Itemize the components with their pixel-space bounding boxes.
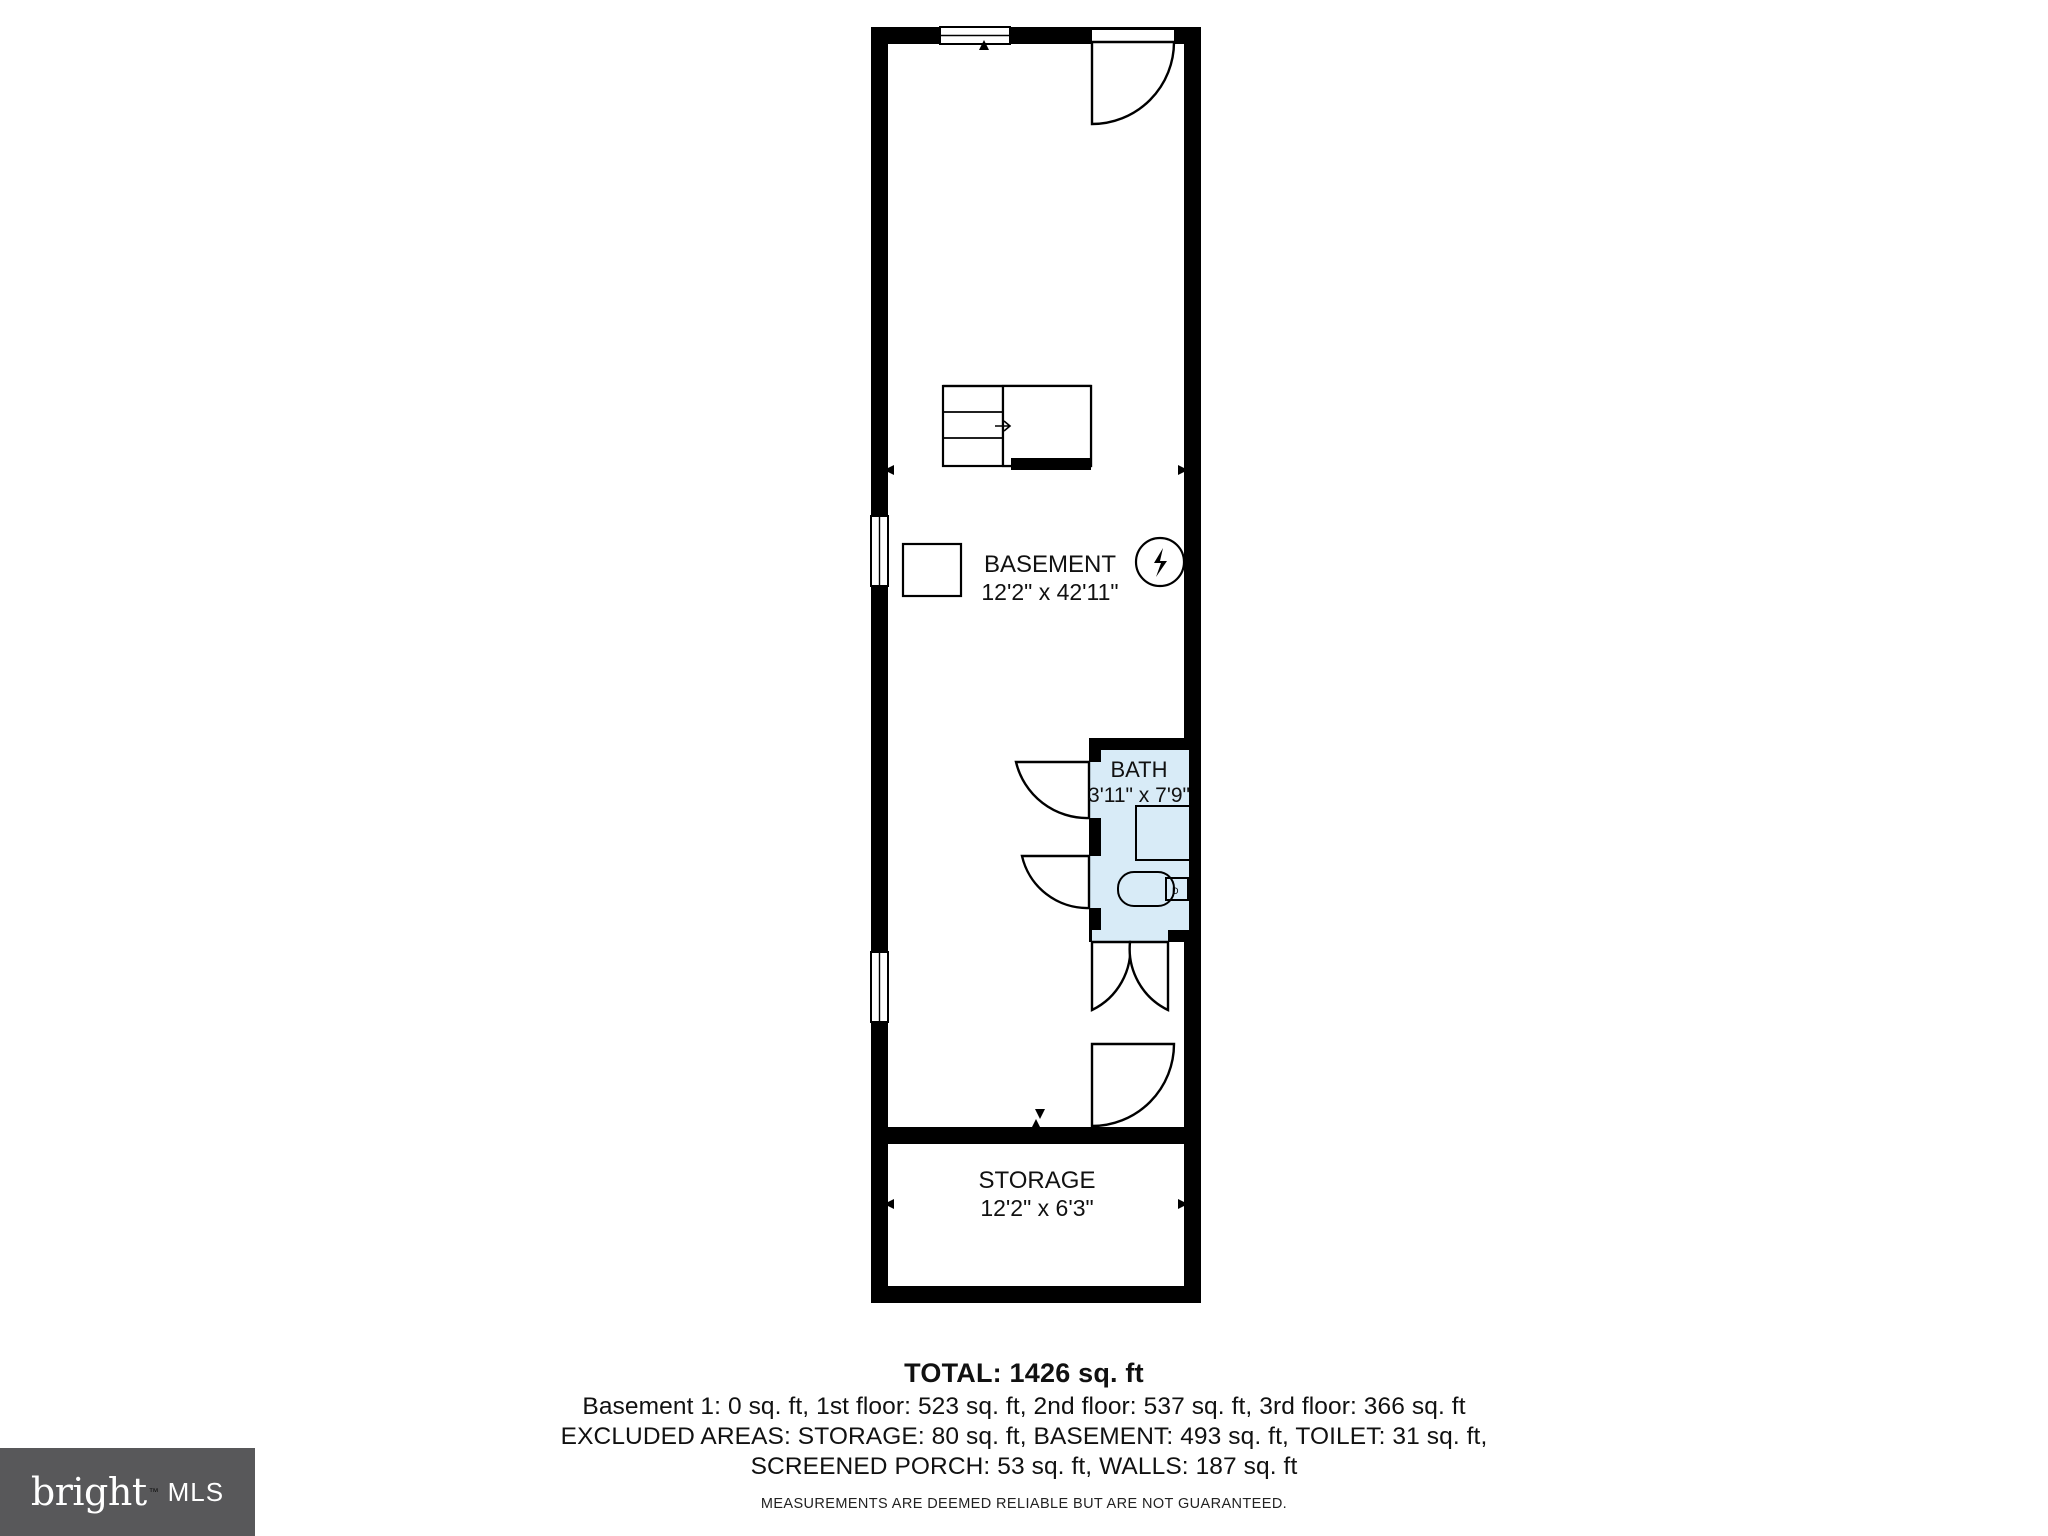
window-top (940, 27, 1010, 44)
wall-basement-storage (871, 1127, 1201, 1144)
logo-mls-text: MLS (167, 1476, 225, 1507)
staircase (943, 386, 1091, 470)
door-top (1092, 30, 1174, 124)
svg-text:STORAGE: STORAGE (978, 1167, 1096, 1194)
room-label-basement (981, 551, 1118, 605)
svg-text:D: D (1172, 886, 1179, 896)
window-left-lower (871, 952, 888, 1022)
svg-text:3'11" x 7'9": 3'11" x 7'9" (1088, 784, 1190, 807)
window-left-upper (871, 516, 888, 586)
measurement-disclaimer: MEASUREMENTS ARE DEEMED RELIABLE BUT ARE NOT GUARANTEED. (760, 1496, 1288, 1512)
area-summary (0, 1358, 2048, 1512)
svg-text:12'2" x 42'11": 12'2" x 42'11" (981, 579, 1119, 605)
excluded-areas-line-1: EXCLUDED AREAS: STORAGE: 80 sq. ft, BASEMENT: 493 sq. ft, TOILET: 31 sq. ft, (560, 1423, 1488, 1450)
door-storage (1092, 1032, 1174, 1126)
bright-mls-logo (0, 1448, 255, 1536)
logo-wordmark: bright (30, 1470, 147, 1514)
excluded-areas-line-2: SCREENED PORCH: 53 sq. ft, WALLS: 187 sq. ft (750, 1453, 1298, 1480)
svg-text:BATH: BATH (1110, 757, 1168, 782)
room-label-storage (979, 1167, 1096, 1221)
logo-trademark: ™ (148, 1486, 159, 1498)
svg-text:BASEMENT: BASEMENT (983, 551, 1117, 578)
furnace-square (903, 544, 961, 596)
svg-text:12'2" x 6'3": 12'2" x 6'3" (980, 1195, 1094, 1221)
exterior-walls (871, 27, 1201, 1303)
total-area: TOTAL: 1426 sq. ft (904, 1358, 1144, 1388)
floor-breakdown: Basement 1: 0 sq. ft, 1st floor: 523 sq. ft, 2nd floor: 537 sq. ft, 3rd floor: 366 sq. ft (582, 1393, 1466, 1420)
electrical-panel-symbol (1136, 538, 1184, 586)
